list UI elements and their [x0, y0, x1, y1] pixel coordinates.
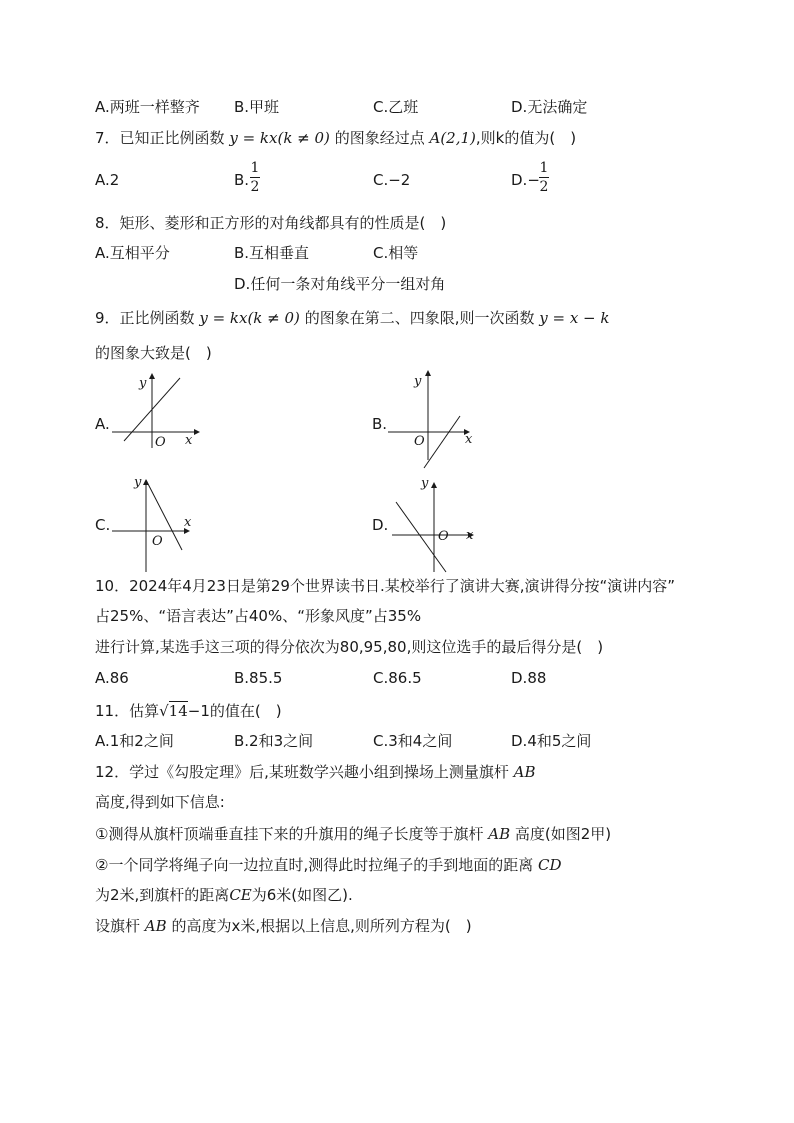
origin-label: O [438, 529, 449, 544]
q9-question [95, 308, 609, 328]
q12-line6-ab: AB [144, 917, 167, 935]
q12-line3-ab: AB [488, 825, 511, 843]
q12-line5-ce: CE [229, 886, 252, 904]
q10-option-b: B.85.5 [234, 669, 283, 687]
x-axis-label: x [185, 433, 193, 448]
y-axis-arrow [431, 482, 437, 488]
q6-option-a: A.两班一样整齐 [95, 98, 200, 116]
q7-option-d-prefix: D.− [511, 171, 540, 189]
x-axis-label: x [184, 515, 192, 530]
q12-line4-text: ②一个同学将绳子向一边拉直时,测得此时拉绳子的手到地面的距离 [95, 856, 534, 874]
q11-text-before: 11．估算 [95, 702, 160, 720]
q9-formula-1: y = kx(k ≠ 0) [199, 309, 300, 327]
x-axis-arrow [194, 429, 200, 435]
q12-question-line4 [95, 855, 562, 875]
q8-question: 8．矩形、菱形和正方形的对角线都具有的性质是( ) [95, 214, 447, 232]
q7-option-d-fraction [539, 160, 549, 195]
q12-line3-text: ①测得从旗杆顶端垂直挂下来的升旗用的绳子长度等于旗杆 [95, 825, 484, 843]
q6-option-b: B.甲班 [234, 98, 280, 116]
q12-line4-cd: CD [538, 856, 562, 874]
q7-text-mid: 的图象经过点 [334, 129, 425, 147]
q7-option-d-numerator: 1 [539, 160, 549, 176]
q9-question-line2: 的图象大致是( ) [95, 344, 212, 362]
q9-graph-b [384, 368, 484, 473]
y-axis-label: y [134, 475, 142, 490]
q7-number: 7． [95, 129, 120, 147]
q9-graph-b-label: B. [372, 415, 388, 433]
q12-line6-tail: 的高度为x米,根据以上信息,则所列方程为( ) [171, 917, 472, 935]
q12-question-line2: 高度,得到如下信息: [95, 793, 225, 811]
q7-option-d-denominator: 2 [539, 179, 549, 195]
q11-option-a: A.1和2之间 [95, 732, 174, 750]
q10-question-line2: 占25%、“语言表达”占40%、“形象风度”占35% [95, 607, 422, 625]
q7-option-b-fraction [250, 160, 260, 195]
q12-line1-text: 12．学过《勾股定理》后,某班数学兴趣小组到操场上测量旗杆 [95, 763, 509, 781]
fraction-bar [539, 177, 549, 178]
q11-option-c: C.3和4之间 [373, 732, 453, 750]
q9-graph-d [388, 470, 488, 575]
q9-text-mid: 的图象在第二、四象限,则一次函数 [304, 309, 535, 327]
x-axis-label: x [465, 432, 473, 447]
q8-option-d: D.任何一条对角线平分一组对角 [234, 275, 446, 293]
q12-question-line5 [95, 885, 353, 905]
q12-line5-text: 为2米,到旗杆的距离 [95, 886, 230, 904]
q10-option-d: D.88 [511, 669, 547, 687]
q12-line1-ab: AB [513, 763, 536, 781]
q7-option-a: A.2 [95, 171, 120, 189]
y-axis-label: y [139, 376, 147, 391]
q11-text-after: −1的值在( ) [187, 702, 282, 720]
q9-text-before: 9．正比例函数 [95, 309, 195, 327]
q10-question-line3: 进行计算,某选手这三项的得分依次为80,95,80,则这位选手的最后得分是( ) [95, 638, 604, 656]
q10-option-c: C.86.5 [373, 669, 422, 687]
q11-option-d: D.4和5之间 [511, 732, 592, 750]
q12-question-line6 [95, 916, 472, 936]
q11-radicand: 14 [168, 702, 188, 720]
q12-question-line3 [95, 824, 611, 844]
q7-point: A(2,1) [429, 129, 476, 147]
function-line [424, 416, 460, 468]
q11-question [95, 701, 282, 721]
x-axis-label: x [466, 528, 474, 543]
y-axis-label: y [414, 374, 422, 389]
q9-graph-c [108, 472, 208, 577]
q10-option-a: A.86 [95, 669, 129, 687]
y-axis-label: y [421, 476, 429, 491]
q7-formula: y = kx(k ≠ 0) [229, 129, 330, 147]
q7-option-b-numerator: 1 [250, 160, 260, 176]
origin-label: O [152, 534, 163, 549]
q12-line5-tail: 为6米(如图乙). [251, 886, 353, 904]
q6-option-d: D.无法确定 [511, 98, 588, 116]
fraction-bar [250, 177, 260, 178]
q7-text-after: ,则k的值为( ) [475, 129, 577, 147]
q9-graph-a-label: A. [95, 415, 110, 433]
q7-option-b-denominator: 2 [250, 179, 260, 195]
q7-option-c: C.−2 [373, 171, 411, 189]
q9-graph-c-label: C. [95, 516, 111, 534]
q9-graph-d-label: D. [372, 516, 389, 534]
q6-option-c: C.乙班 [373, 98, 419, 116]
origin-label: O [414, 434, 425, 449]
q12-line3-tail: 高度(如图2甲) [514, 825, 612, 843]
q7-text-before: 已知正比例函数 [119, 129, 225, 147]
q7-option-b-prefix: B. [234, 171, 250, 189]
q12-line6-text: 设旗杆 [95, 917, 141, 935]
q8-option-b: B.互相垂直 [234, 244, 310, 262]
q8-option-a: A.互相平分 [95, 244, 170, 262]
q11-option-b: B.2和3之间 [234, 732, 314, 750]
sqrt-symbol: √ [159, 702, 169, 720]
origin-label: O [155, 435, 166, 450]
y-axis-arrow [149, 373, 155, 379]
q7-question [95, 128, 576, 148]
q9-graph-a [108, 370, 208, 450]
q8-option-c: C.相等 [373, 244, 419, 262]
q12-question-line1 [95, 762, 536, 782]
q10-question-line1: 10．2024年4月23日是第29个世界读书日.某校举行了演讲大赛,演讲得分按“演讲内容” [95, 577, 676, 595]
q9-formula-2: y = x − k [539, 309, 610, 327]
y-axis-arrow [425, 370, 431, 376]
